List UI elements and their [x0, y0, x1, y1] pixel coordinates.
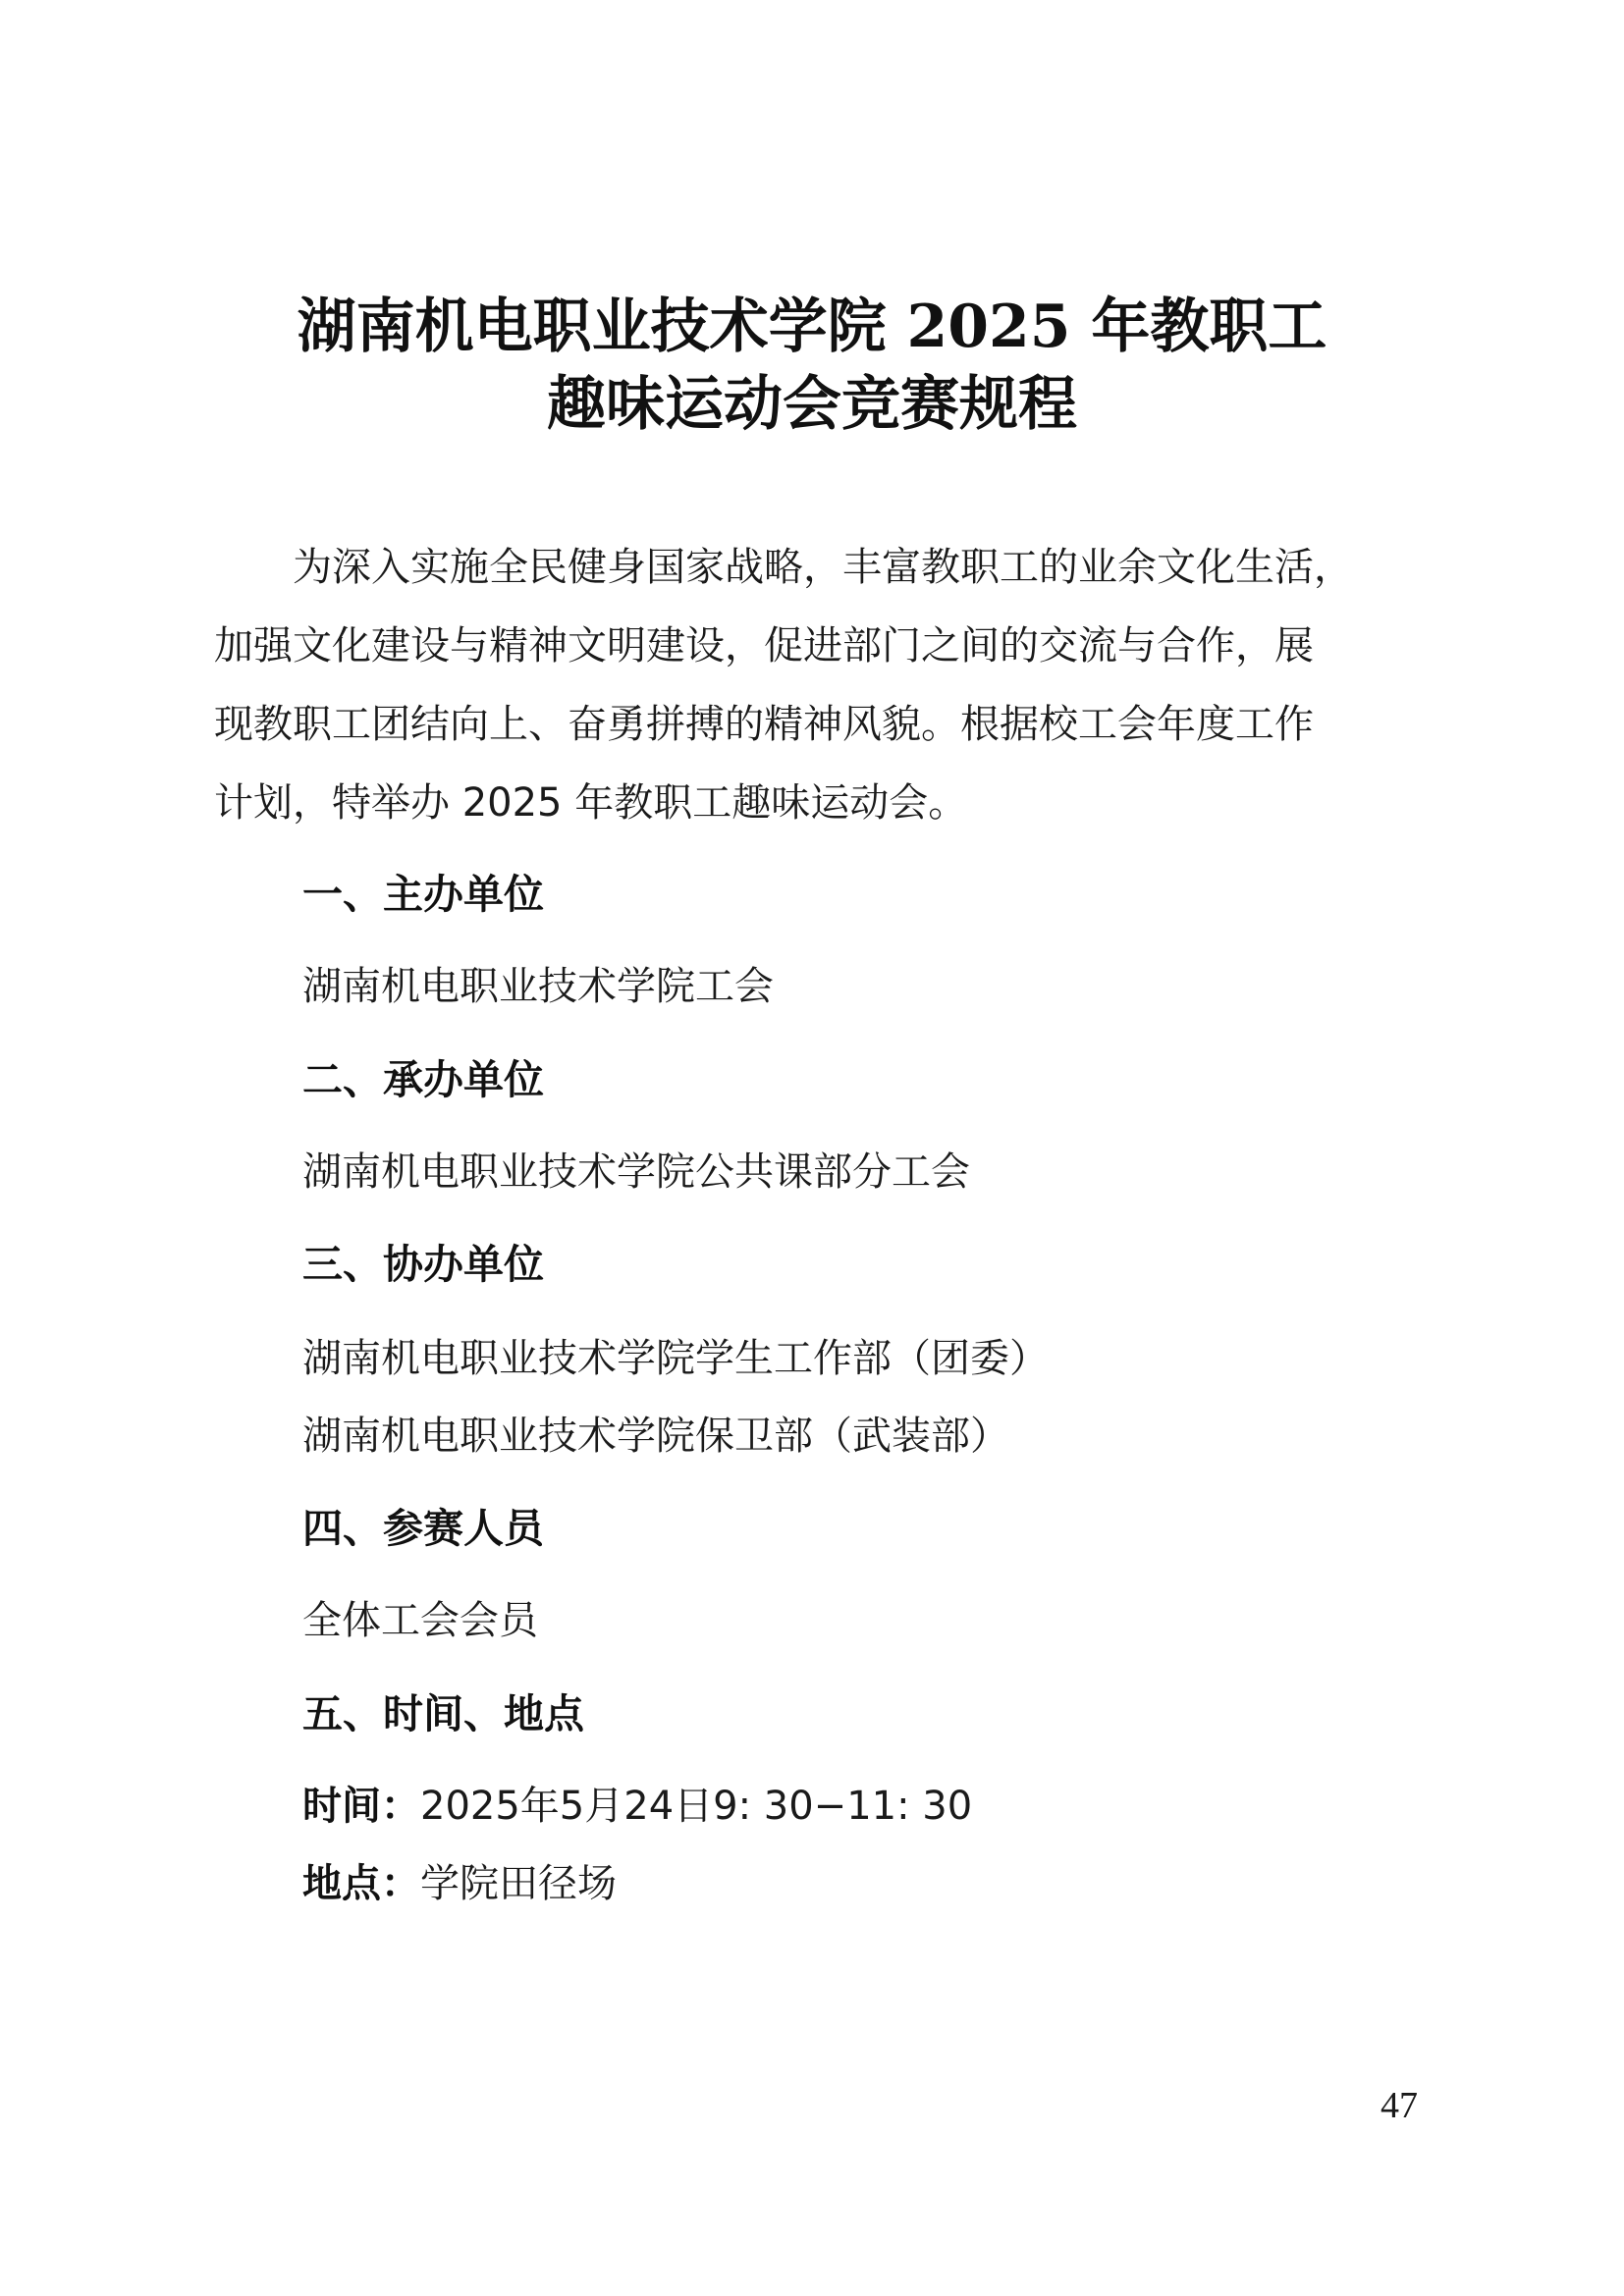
intro-line-1: 为深入实施全民健身国家战略，丰富教职工的业余文化生活，	[214, 545, 1353, 590]
co-organizer-text-1: 湖南机电职业技术学院学生工作部（团委）	[302, 1336, 1049, 1381]
participants-text: 全体工会会员	[302, 1598, 538, 1643]
document-title-line-2: 趣味运动会竞赛规程	[547, 370, 1077, 439]
document-title-line-1: 湖南机电职业技术学院 2025 年教职工	[297, 293, 1327, 361]
intro-line-3: 现教职工团结向上、奋勇拼搏的精神风貌。根据校工会年度工作	[214, 702, 1314, 747]
section-heading-participants: 四、参赛人员	[302, 1505, 544, 1552]
time-value: 2025年5月24日9: 30−11: 30	[420, 1784, 973, 1829]
place-line	[302, 1861, 617, 1906]
intro-line-2: 加强文化建设与精神文明建设，促进部门之间的交流与合作，展	[214, 623, 1314, 668]
section-heading-organizer: 一、主办单位	[302, 871, 544, 918]
page-number: 47	[1380, 2085, 1418, 2126]
place-label: 地点：	[302, 1861, 420, 1906]
section-heading-host: 二、承办单位	[302, 1056, 544, 1103]
organizer-text: 湖南机电职业技术学院工会	[302, 964, 774, 1009]
time-line	[302, 1784, 973, 1829]
section-heading-time-place: 五、时间、地点	[302, 1690, 584, 1737]
time-label: 时间：	[302, 1784, 420, 1829]
co-organizer-text-2: 湖南机电职业技术学院保卫部（武装部）	[302, 1414, 1009, 1459]
host-text: 湖南机电职业技术学院公共课部分工会	[302, 1149, 970, 1195]
intro-line-4: 计划，特举办 2025 年教职工趣味运动会。	[214, 780, 968, 826]
section-heading-co-organizer: 三、协办单位	[302, 1241, 544, 1288]
place-value: 学院田径场	[420, 1861, 617, 1906]
